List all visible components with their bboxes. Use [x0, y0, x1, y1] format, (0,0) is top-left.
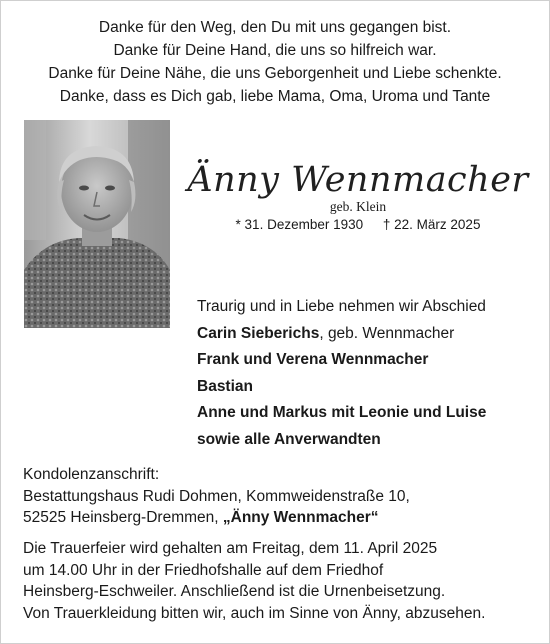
mourner-line	[197, 321, 537, 348]
poem-line: Danke für den Weg, den Du mit uns gegangen bist.	[98, 19, 452, 36]
ceremony-line: Heinsberg-Eschweiler. Anschließend ist die Urnenbeisetzung.	[23, 583, 446, 600]
farewell-intro: Traurig und in Liebe nehmen wir Abschied	[197, 298, 486, 315]
mourner-line: Frank und Verena Wennmacher	[197, 351, 429, 368]
poem-line: Danke, dass es Dich gab, liebe Mama, Oma, Uroma und Tante	[59, 88, 491, 105]
mourner-name: Carin Sieberichs	[197, 324, 320, 342]
birth-date: * 31. Dezember 1930	[235, 217, 364, 232]
address-recipient: „Änny Wennmacher“	[222, 509, 379, 526]
deceased-name: Änny Wennmacher	[187, 160, 529, 200]
portrait-photo	[24, 120, 170, 328]
mourner-line: sowie alle Anverwandten	[197, 430, 381, 448]
address-line: Bestattungshaus Rudi Dohmen, Kommweidenstraße 10,	[23, 487, 410, 505]
ceremony-line: um 14.00 Uhr in der Friedhofshalle auf dem Friedhof	[23, 561, 384, 579]
mourners-list	[197, 294, 537, 453]
birth-name: geb. Klein	[329, 199, 387, 214]
ceremony-line: Die Trauerfeier wird gehalten am Freitag, dem 11. April 2025	[23, 540, 438, 557]
condolence-heading: Kondolenzanschrift:	[23, 466, 160, 483]
mourner-line: Anne und Markus mit Leonie und Luise	[197, 404, 487, 421]
condolence-address	[23, 464, 533, 529]
address-line	[23, 507, 533, 529]
ceremony-line: Von Trauerkleidung bitten wir, auch im Sinne von Änny, abzusehen.	[23, 604, 486, 622]
mourner-name-suffix: , geb. Wennmacher	[319, 324, 455, 342]
life-dates	[178, 217, 538, 232]
mourner-line: Bastian	[197, 377, 253, 395]
poem-line: Danke für Deine Hand, die uns so hilfreich war.	[113, 42, 437, 59]
ceremony-details	[23, 538, 533, 624]
poem-line: Danke für Deine Nähe, die uns Geborgenheit und Liebe schenkte.	[48, 65, 502, 82]
address-city: 52525 Heinsberg-Dremmen,	[23, 509, 223, 526]
memorial-poem	[0, 16, 550, 108]
death-date: † 22. März 2025	[382, 217, 481, 232]
